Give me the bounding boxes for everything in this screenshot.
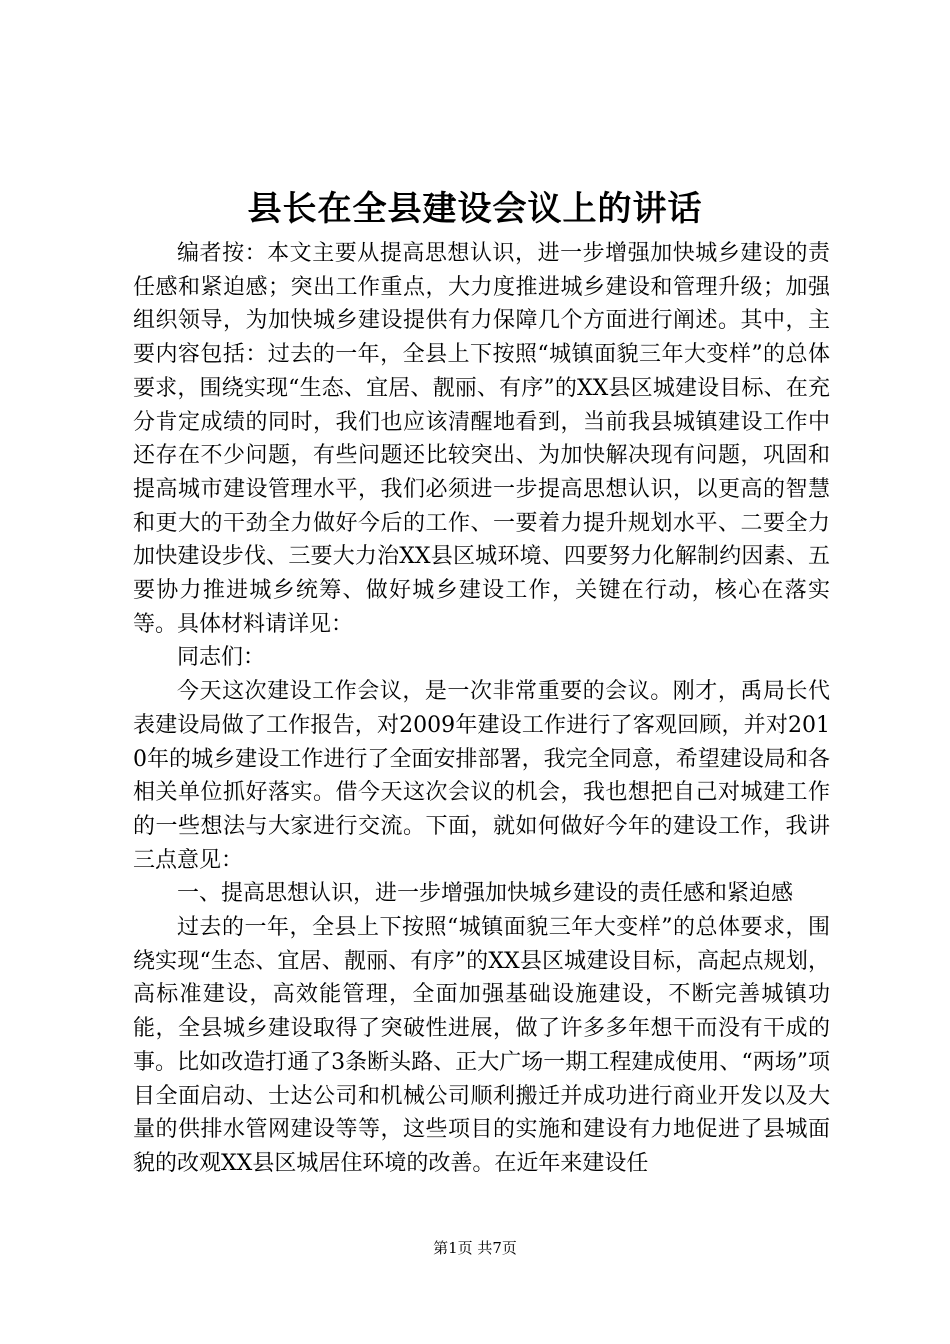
salutation-paragraph: 同志们： bbox=[177, 645, 266, 671]
section-heading: 一、提高思想认识，进一步增强加快城乡建设的责任感和紧迫感 bbox=[177, 881, 794, 907]
editor-note-paragraph: 编者按：本文主要从提高思想认识，进一步增强加快城乡建设的责任感和紧迫感；突出工作重点，大力度推进城乡建设和管理升级；加强组织领导，为加快城乡建设提供有力保障几个方面进行阐述。其中，主要内容包括：过去的一年，全县上下按照“城镇面貌三年大变样”的总体要求，围绕实现“生态、宜居、靓丽、有序”的XX县区城建设目标、在充分肯定成绩的同时，我们也应该清醒地看到，当前我县城镇建设工作中还存在不少问题，有些问题还比较突出、为加快解决现有问题，巩固和提高城市建设管理水平，我们必须进一步提高思想认识，以更高的智慧和更大的干劲全力做好今后的工作、一要着力提升规划水平、二要全力加快建设步伐、三要大力治XX县区城环境、四要努力化解制约因素、五要协力推进城乡统筹、做好城乡建设工作，关键在行动，核心在落实等。具体材料请详见： bbox=[133, 241, 830, 637]
body-paragraph: 过去的一年，全县上下按照“城镇面貌三年大变样”的总体要求，围绕实现“生态、宜居、靓丽、有序”的XX县区城建设目标，高起点规划，高标准建设，高效能管理，全面加强基础设施建设，不断完善城镇功能，全县城乡建设取得了突破性进展，做了许多多年想干而没有干成的事。比如改造打通了3条断头路、正大广场一期工程建成使用、“两场”项目全面启动、士达公司和机械公司顺利搬迁并成功进行商业开发以及大量的供排水管网建设等等，这些项目的实施和建设有力地促进了县城面貌的改观XX县区城居住环境的改善。在近年来建设任 bbox=[133, 915, 830, 1176]
page-number-footer: 第1页 共7页 bbox=[433, 1239, 517, 1257]
body-paragraph: 今天这次建设工作会议，是一次非常重要的会议。刚才，禹局长代表建设局做了工作报告，对2009年建设工作进行了客观回顾，并对2010年的城乡建设工作进行了全面安排部署，我完全同意，希望建设局和各相关单位抓好落实。借今天这次会议的机会，我也想把自己对城建工作的一些想法与大家进行交流。下面，就如何做好今年的建设工作，我讲三点意见： bbox=[133, 679, 830, 873]
document-title: 县长在全县建设会议上的讲话 bbox=[247, 189, 703, 229]
document-body bbox=[133, 237, 830, 1181]
